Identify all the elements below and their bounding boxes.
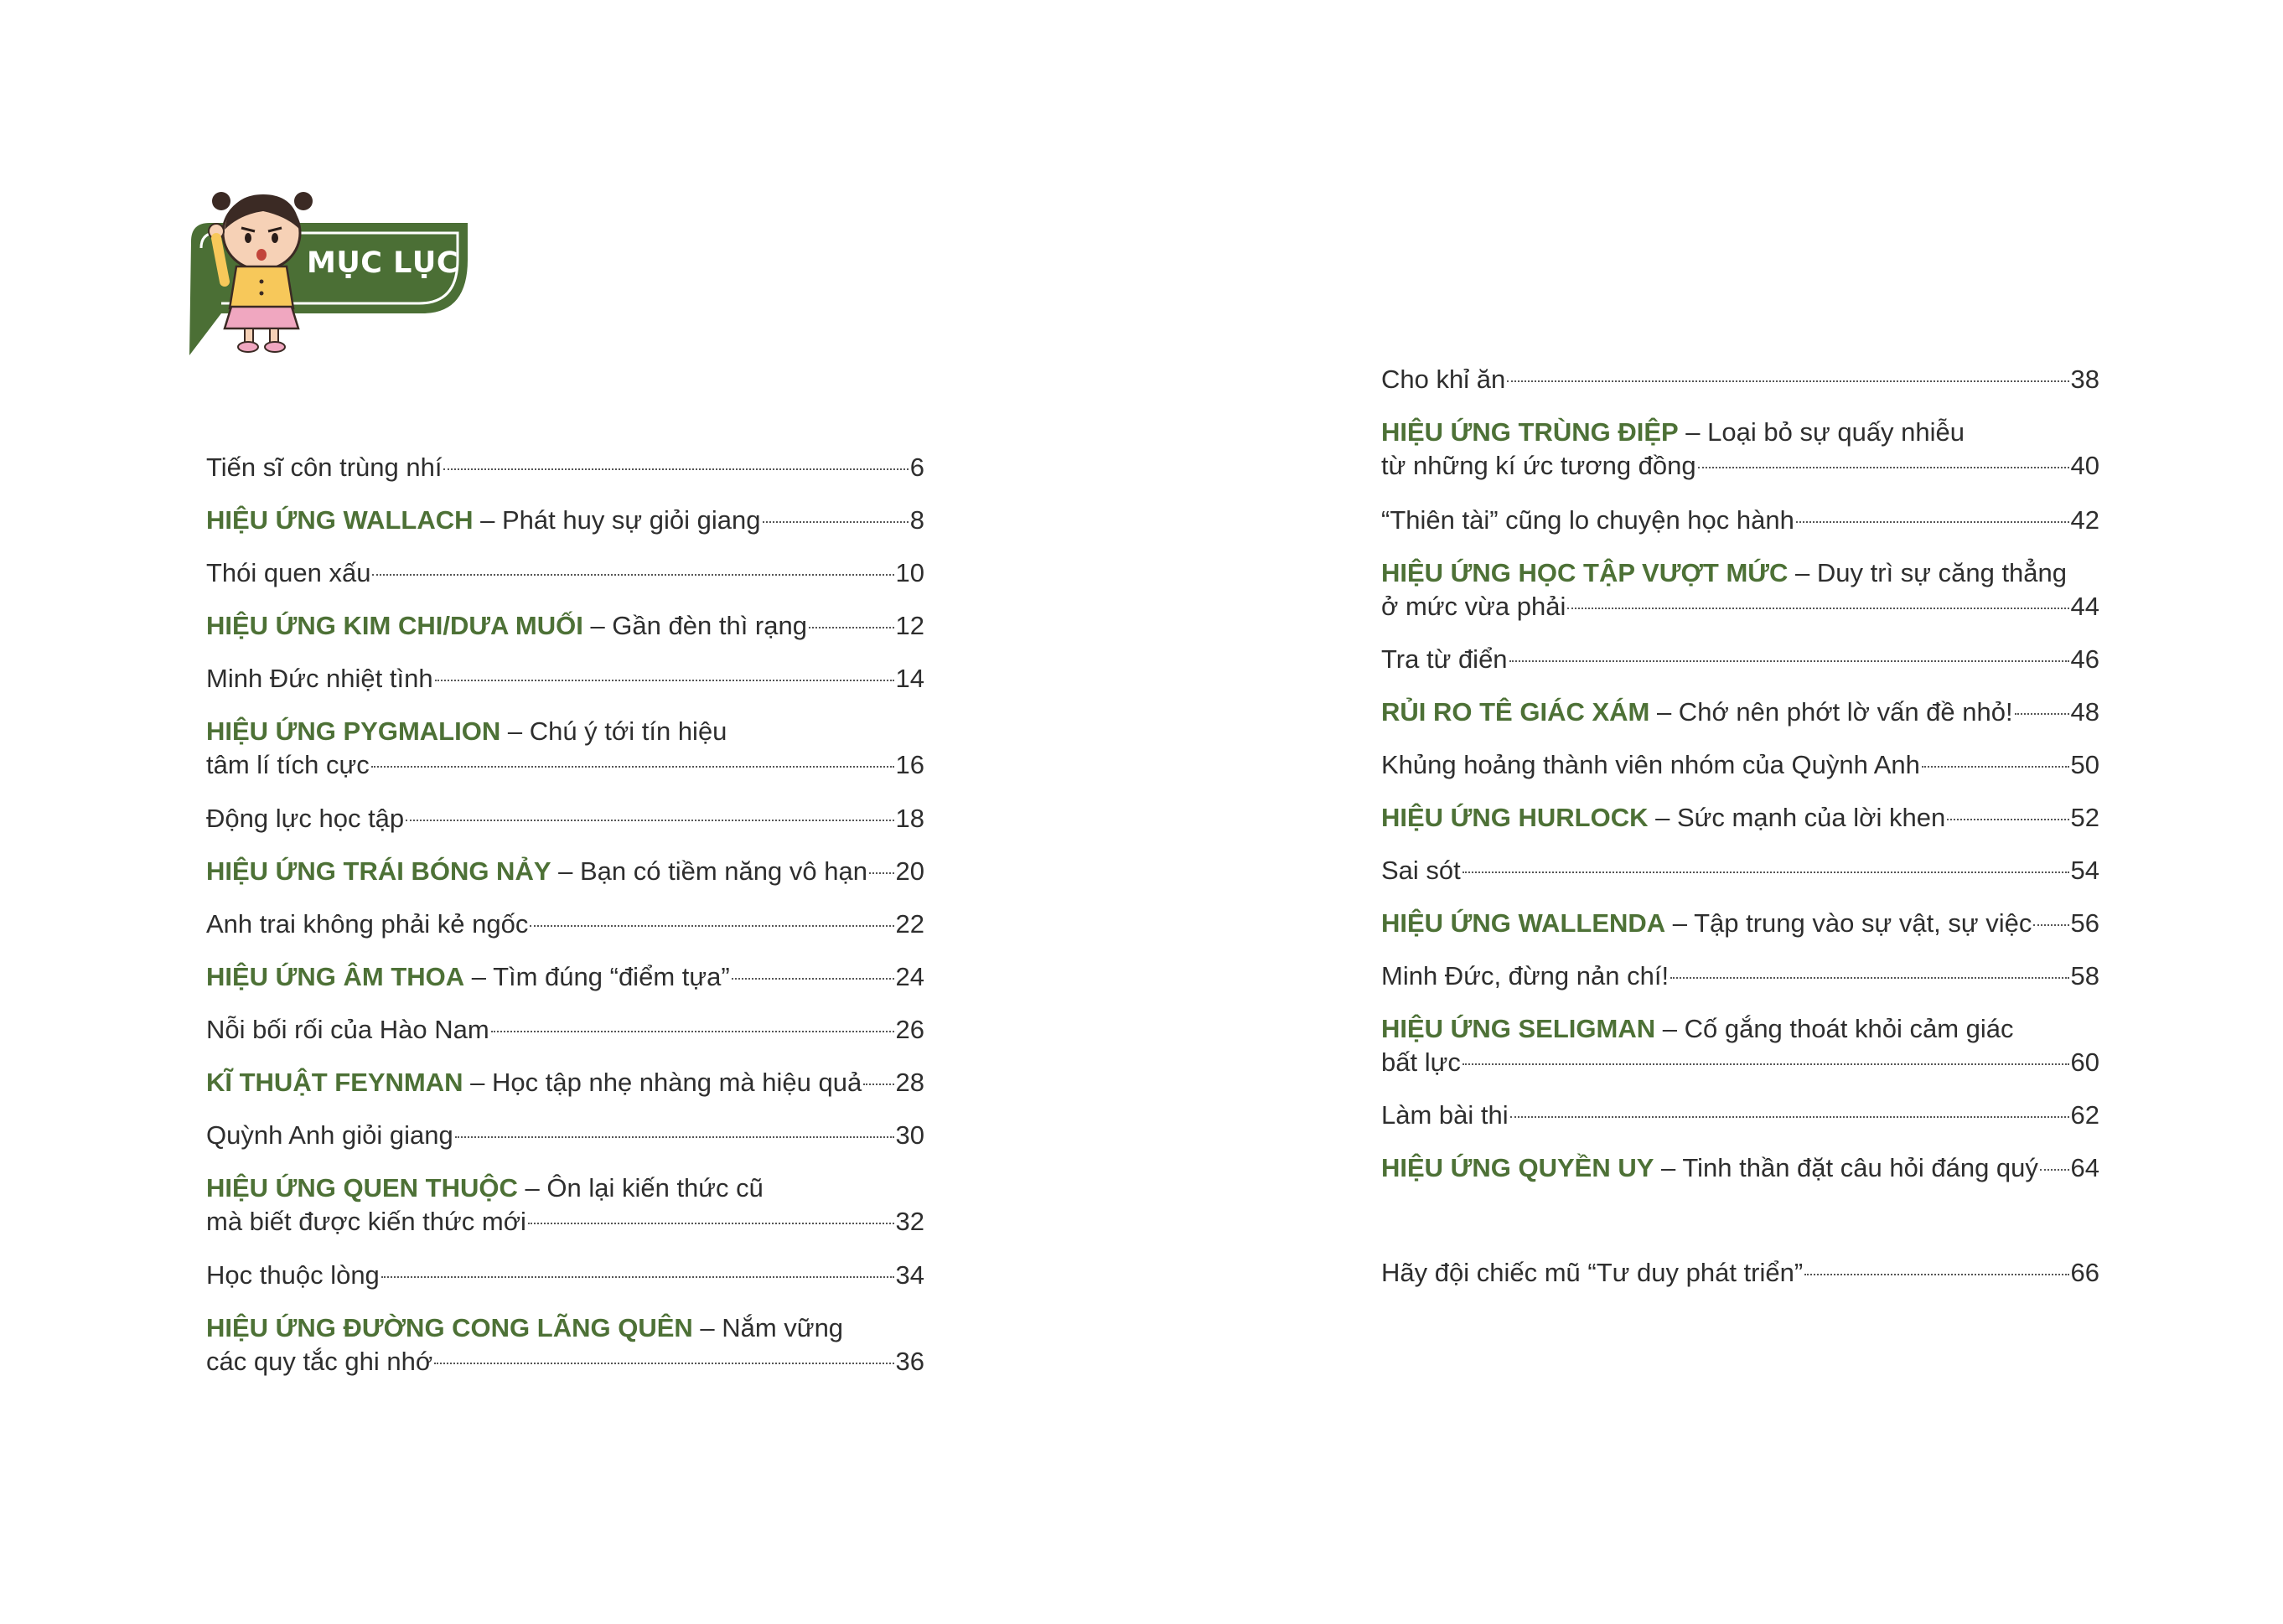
toc-entry[interactable] [1381,556,2099,623]
dot-leader [2040,1169,2069,1171]
dot-leader [1670,977,2068,979]
dot-leader [1507,380,2068,382]
toc-entry[interactable] [206,451,924,484]
dot-leader [863,1084,893,1085]
page-number: 42 [2070,505,2099,535]
entry-title: Khủng hoảng thành viên nhóm của Quỳnh Anh [1381,750,1920,779]
dot-leader [1567,608,2068,609]
page-number: 20 [895,856,924,886]
toc-entry[interactable] [1381,416,2099,483]
dot-leader [1510,1116,2069,1118]
entry-title: Cho khỉ ăn [1381,365,1506,394]
page-number: 30 [895,1120,924,1150]
page-number: 46 [2070,644,2099,674]
toc-entry[interactable] [206,960,924,994]
page-number: 54 [2070,856,2099,885]
toc-entry[interactable] [1381,504,2099,537]
dot-leader [1796,521,2069,523]
dot-leader [1698,467,2069,468]
effect-name: HIỆU ỨNG WALLENDA [1381,908,1666,938]
page-number: 32 [895,1207,924,1236]
toc-entry[interactable] [1381,801,2099,835]
toc-entry[interactable] [1381,1099,2099,1132]
page-number: 56 [2070,908,2099,938]
toc-entry[interactable] [206,1013,924,1047]
toc-entry[interactable] [206,1259,924,1292]
dot-leader [1462,871,2069,873]
effect-name: HIỆU ỨNG QUEN THUỘC [206,1173,518,1202]
toc-entry[interactable] [1381,696,2099,729]
entry-title: Thói quen xấu [206,558,371,587]
toc-entry[interactable] [1381,1256,2099,1290]
toc-entry[interactable] [206,908,924,941]
effect-name: HIỆU ỨNG WALLACH [206,505,474,535]
page-number: 58 [2070,961,2099,990]
page-number: 38 [2070,365,2099,394]
page-number: 16 [895,750,924,779]
entry-title: Minh Đức, đừng nản chí! [1381,961,1670,990]
page-number: 14 [895,664,924,693]
toc-entry[interactable] [206,1171,924,1239]
toc-entry[interactable] [1381,959,2099,993]
dot-leader [869,872,894,874]
entry-title: Tiến sĩ côn trùng nhí [206,453,443,482]
toc-header [188,183,473,359]
page-number: 66 [2070,1258,2099,1287]
effect-name: KĨ THUẬT FEYNMAN [206,1068,463,1097]
dot-leader [435,680,894,681]
effect-name: HIỆU ỨNG KIM CHI/DƯA MUỐI [206,611,583,640]
page-number: 34 [895,1260,924,1290]
entry-title-continued: các quy tắc ghi nhớ [206,1347,433,1376]
toc-entry[interactable] [206,504,924,537]
toc-entry[interactable] [206,1119,924,1152]
entry-title-continued: ở mức vừa phải [1381,592,1566,621]
entry-title: “Thiên tài” cũng lo chuyện học hành [1381,505,1794,535]
entry-title: Động lực học tập [206,804,405,833]
page-number: 8 [909,505,924,535]
dot-leader [1947,819,2068,820]
page-number: 24 [895,962,924,991]
page-number: 18 [895,804,924,833]
toc-entry[interactable] [206,609,924,643]
entry-title: – Học tập nhẹ nhàng mà hiệu quả [463,1068,862,1097]
entry-title: – Chú ý tới tín hiệu [500,716,727,746]
toc-entry[interactable] [206,1066,924,1099]
page-number: 52 [2070,803,2099,832]
entry-title: Quỳnh Anh giỏi giang [206,1120,453,1150]
entry-title: Tra từ điển [1381,644,1508,674]
entry-title: Anh trai không phải kẻ ngốc [206,909,529,939]
page-number: 22 [895,909,924,939]
entry-title-continued: từ những kí ức tương đồng [1381,451,1696,480]
toc-entry[interactable] [206,715,924,782]
entry-title-continued: mà biết được kiến thức mới [206,1207,526,1236]
toc-entry[interactable] [1381,643,2099,676]
effect-name: HIỆU ỨNG TRÙNG ĐIỆP [1381,417,1679,447]
page-number: 28 [895,1068,924,1097]
entry-title: Làm bài thi [1381,1100,1509,1130]
toc-entry[interactable] [206,855,924,888]
dot-leader [406,820,893,821]
entry-title: Minh Đức nhiệt tình [206,664,433,693]
effect-name: HIỆU ỨNG HURLOCK [1381,803,1649,832]
page-number: 26 [895,1015,924,1044]
entry-title-continued: tâm lí tích cực [206,750,370,779]
entry-title: – Sức mạnh của lời khen [1648,803,1946,832]
entry-title: Hãy đội chiếc mũ “Tư duy phát triển” [1381,1258,1804,1287]
effect-name: HIỆU ỨNG SELIGMAN [1381,1014,1656,1043]
entry-title: – Gần đèn thì rạng [582,611,807,640]
page-number: 60 [2070,1047,2099,1077]
entry-title: Học thuộc lòng [206,1260,380,1290]
page-number: 50 [2070,750,2099,779]
dot-leader [371,766,894,768]
entry-title: Sai sót [1381,856,1461,885]
dot-leader [2033,924,2068,926]
dot-leader [2015,713,2069,715]
toc-entry[interactable] [206,662,924,696]
page-number: 10 [895,558,924,587]
dot-leader [763,521,909,523]
dot-leader [1509,660,2069,662]
dot-leader [1462,1063,2069,1065]
dot-leader [434,1363,893,1364]
toc-entry[interactable] [206,1311,924,1378]
dot-leader [732,978,894,980]
effect-name: HIỆU ỨNG QUYỀN UY [1381,1153,1654,1182]
page-number: 64 [2070,1153,2099,1182]
entry-title: – Tìm đúng “điểm tựa” [464,962,730,991]
page-number: 48 [2070,697,2099,727]
dot-leader [1804,1274,2068,1275]
entry-title: – Phát huy sự giỏi giang [473,505,761,535]
entry-title: Nỗi bối rối của Hào Nam [206,1015,489,1044]
page-number: 62 [2070,1100,2099,1130]
dot-leader [455,1136,894,1138]
page-number: 6 [909,453,924,482]
effect-name: HIỆU ỨNG TRÁI BÓNG NẢY [206,856,551,886]
effect-name: HIỆU ỨNG PYGMALION [206,716,501,746]
entry-title: – Chớ nên phớt lờ vấn đề nhỏ! [1649,697,2013,727]
entry-title: – Ôn lại kiến thức cũ [517,1173,764,1202]
toc-entry[interactable] [1381,907,2099,940]
toc-entry[interactable] [1381,748,2099,782]
entry-title: – Tập trung vào sự vật, sự việc [1665,908,2032,938]
toc-entry[interactable] [206,556,924,590]
effect-name: RỦI RO TÊ GIÁC XÁM [1381,697,1650,727]
entry-title: – Tinh thần đặt câu hỏi đáng quý [1654,1153,2038,1182]
page-title: MỤC LỤC [307,246,459,280]
dot-leader [809,627,894,628]
dot-leader [491,1031,894,1032]
entry-title-continued: bất lực [1381,1047,1461,1077]
effect-name: HIỆU ỨNG ÂM THOA [206,962,465,991]
toc-entry[interactable] [206,802,924,835]
dot-leader [530,925,893,927]
toc-entry[interactable] [1381,1012,2099,1079]
dot-leader [528,1223,894,1224]
page-number: 40 [2070,451,2099,480]
page-number: 12 [895,611,924,640]
entry-title: – Duy trì sự căng thẳng [1788,558,2068,587]
page-number: 44 [2070,592,2099,621]
toc-entry[interactable] [1381,363,2099,396]
page-number: 36 [895,1347,924,1376]
entry-title: – Bạn có tiềm năng vô hạn [551,856,867,886]
dot-leader [1922,766,2069,768]
entry-title: – Nắm vững [692,1313,844,1342]
entry-title: – Cố gắng thoát khỏi cảm giác [1655,1014,2014,1043]
toc-entry[interactable] [1381,1151,2099,1185]
dot-leader [381,1276,894,1278]
dot-leader [372,574,893,576]
effect-name: HIỆU ỨNG HỌC TẬP VƯỢT MỨC [1381,558,1789,587]
dot-leader [443,468,908,470]
entry-title: – Loại bỏ sự quấy nhiễu [1678,417,1965,447]
effect-name: HIỆU ỨNG ĐƯỜNG CONG LÃNG QUÊN [206,1313,693,1342]
toc-entry[interactable] [1381,854,2099,887]
